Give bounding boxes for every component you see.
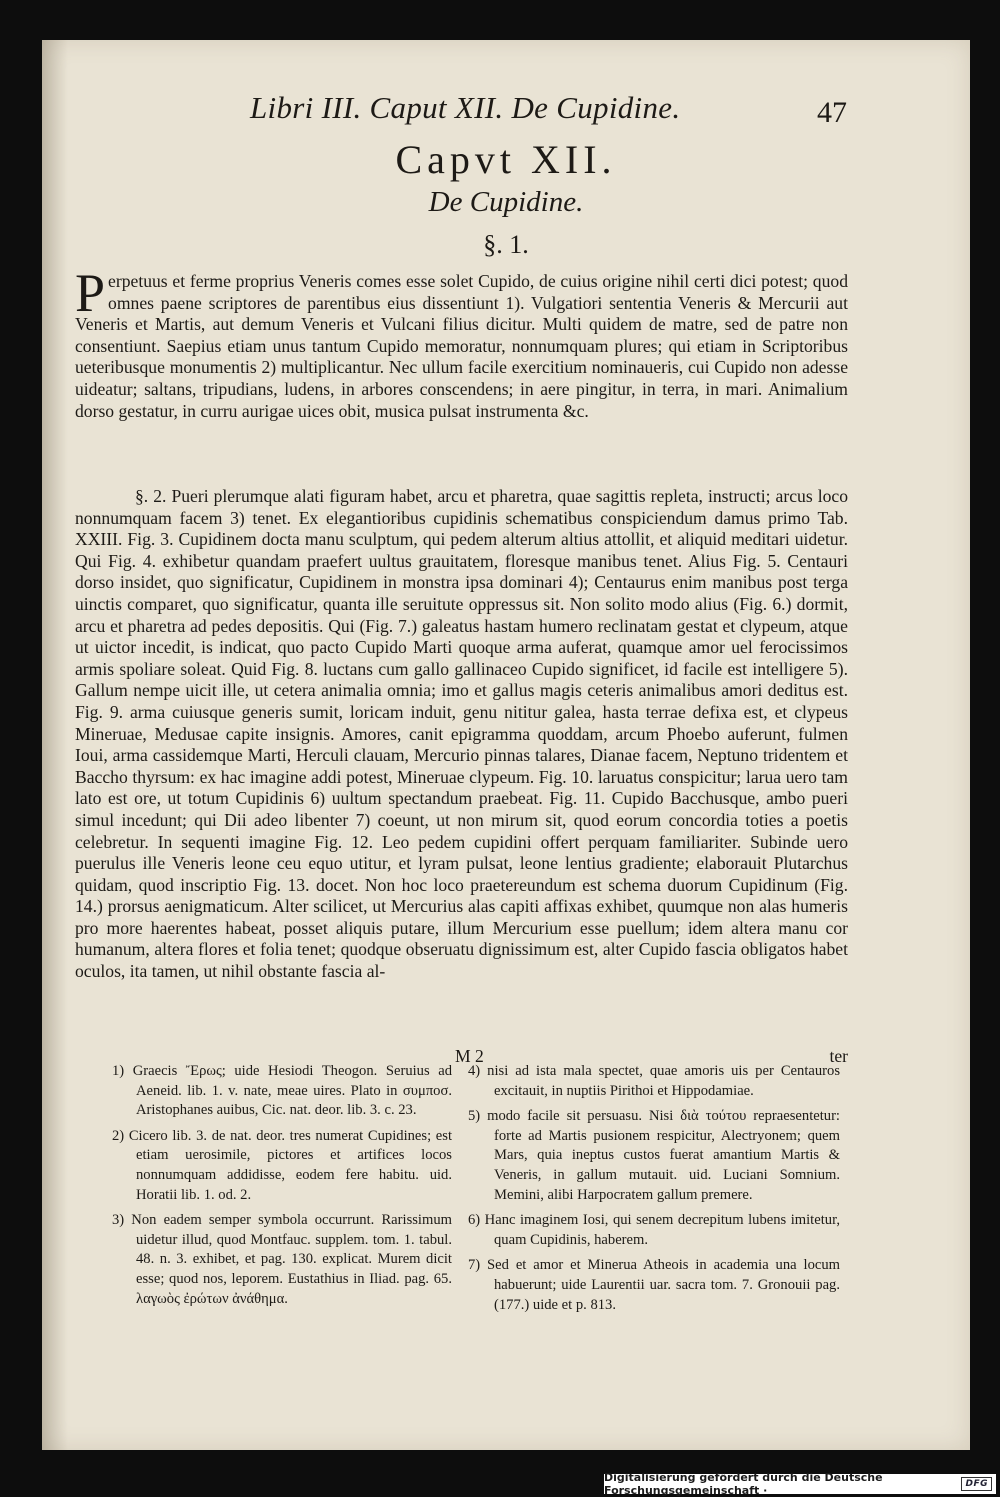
drop-cap: P	[75, 263, 106, 323]
funding-text: Digitalisierung gefördert durch die Deutsche Forschungsgemeinschaft ·	[604, 1471, 883, 1497]
footnotes-left-column	[80, 1062, 452, 1315]
footnote-1: 1) Graecis Ἔρως; uide Hesiodi Theogon. Seruius ad Aeneid. lib. 1. v. nate, meae uires. Plato in συμποσ. Aristophanes auibus, Cic. nat. deor. lib. 3. c. 23.	[112, 1063, 452, 1119]
paragraph-1	[75, 263, 848, 422]
footnote-6: 6) Hanc imaginem Iosi, qui senem decrepitum lubens imitetur, quam Cupidinis, haberem.	[468, 1212, 840, 1248]
chapter-title: Capvt XII.	[395, 137, 617, 182]
footnotes-right-column	[468, 1062, 840, 1321]
section-mark: §. 1.	[483, 230, 529, 259]
dfg-logo-icon: DFG	[961, 1477, 992, 1491]
footnote-3: 3) Non eadem semper symbola occurrunt. Rarissimum uidetur illud, quod Montfauc. supplem. tom. 1. tabul. 48. n. 3. exhibet, et pag. 130. explicat. Murem dicit esse; quod nos, leporem. Eustathius in Iliad. pag. 65. λαγωὸς ἐρώτων ἀνάθημα.	[112, 1212, 452, 1307]
signature-mark: M 2	[455, 1046, 484, 1066]
running-head: Libri III. Caput XII. De Cupidine.	[250, 90, 681, 125]
footnote-7: 7) Sed et amor et Minerua Atheois in academia una locum habuerunt; uide Laurentii uar. sacra tom. 7. Gronouii pag. (177.) uide et p. 813.	[468, 1257, 840, 1313]
book-page	[42, 40, 970, 1450]
footnote-2: 2) Cicero lib. 3. de nat. deor. tres numerat Cupidines; est etiam uerosimile, pictores et artifices locos nonnumquam addidisse, eodem fere habitu. uid. Horatii lib. 1. od. 2.	[112, 1127, 452, 1203]
page-number: 47	[817, 96, 847, 129]
paragraph-2: §. 2. Pueri plerumque alati figuram habet, arcu et pharetra, quae sagittis repleta, instructi; arcus loco nonnumquam facem 3) tenet. Ex elegantioribus cupidinis schematibus conspiciendum damus primo Tab. XXIII. Fig. 3. Cupidinem docta manu sculptum, qui pedem alterum altius attollit, et aliquid meditari uidetur. Qui Fig. 4. exhibetur quandam praefert uultus grauitatem, floresque manibus tenet. Alius Fig. 5. Centauri dorso insidet, quo significatur, Cupidinem in monstra ipsa dominari 4); Centaurus enim manibus post terga uinctis comparet, quo significatur, quanta ille seruitute oppressus sit. Non solito modo alius (Fig. 6.) dormit, arcu et pharetra ad pedes depositis. Qui (Fig. 7.) galeatus hastam humero reclinatam gestat et clypeum, atque ut uictor incedit, is indicat, quo pacto Cupido Marti quoque arma auferat, quamque amor uel ferocissimos armis spoliare soleat. Quid Fig. 8. luctans cum gallo gallinaceo Cupido significet, id facile est intelligere 5). Gallum nempe uicit ille, ut cetera animalia omnia; imo et gallus magis ceteris animalibus amori deditus est. Fig. 9. arma cuiusque generis sumit, loricam induit, genu nititur galea, hasta terrae defixa est, et clypeus Mineruae, Medusae capite insignis. Amores, canit epigramma quoddam, arcum Phoebo auferunt, fulmen Ioui, arma cassidemque Marti, Herculi clauam, Mercurio pinnas talares, Dianae facem, Neptuno tridentem et Baccho thyrsum: ex hac imagine addi potest, Mineruae clypeum. Fig. 10. laruatus conspicitur; larua uero tam lato est ore, ut totum Cupidinis 6) uultum spectandum praebeat. Fig. 11. Cupido Bacchusque, ambo pueri simul incedunt; qui Dii adeo libenter 7) coeunt, ut non mirum sit, quod eorum concordia toties a poetis celebretur. In sequenti imagine Fig. 12. Leo pedem cupidini offert perquam familiariter. Subinde uero puerulus ille Veneris leone ceu equo utitur, et lyram pulsat, leone lentius gradiente; elaborauit Plutarchus quidam, quod inscriptio Fig. 13. docet. Non hoc loco praetereundum est schema duorum Cupidinum (Fig. 14.) prorsus aenigmaticum. Alter scilicet, ut Mercurius alas capiti affixas exhibet, quumque non alas humeris pro more haerentes habeat, posset aliquis putare, illum Mercurium esse puellum; idem altera manu cor humanum, altera flores et folia tenet; quodque obseruatu dignissimum est, alter Cupido fascia obligatos habet oculos, ita tamen, ut nihil obstante fascia al-	[75, 486, 848, 982]
footnote-5: 5) modo facile sit persuasu. Nisi διὰ τούτου repraesentetur: forte ad Martis pusionem respicitur, Alectryonem; quem Mars, quia ineptus custos fuerat amantium Martis & Veneris, in gallum mutauit. uid. Luciani Somnium. Memini, alibi Harpocratem gallum premere.	[468, 1108, 840, 1203]
paragraph-1-text: erpetuus et ferme proprius Veneris comes esse solet Cupido, de cuius origine nihil certi dici potest; quod omnes paene scriptores de parentibus eius dissentiunt 1). Vulgatiori sententia Veneris & Mercurii aut Veneris et Martis, aut demum Veneris et Vulcani filius dicitur. Multi quidem de matre, sed de patre non consentiunt. Saepius etiam unus tantum Cupido memoratur, nonnumquam plures; qui etiam in Scriptoribus ueteribusque monumentis 2) multiplicantur. Nec ullum facile exercitium nominaueris, cui Cupido non adesse uideatur; saltans, tripudians, ludens, in arbores conscendens; in aere pingitur, in terra, in mari. Animalium dorso gestatur, in curru aurigae uices obit, musica pulsat instrumenta &c.	[75, 271, 848, 421]
digitization-footer	[604, 1471, 996, 1497]
chapter-subtitle: De Cupidine.	[428, 186, 584, 218]
catchword: ter	[829, 1046, 848, 1066]
footnotes	[80, 1062, 850, 1362]
footnote-4: 4) nisi ad ista mala spectet, quae amoris uis per Centauros excitauit, in nuptiis Pirithoi et Hippodamiae.	[468, 1063, 840, 1099]
